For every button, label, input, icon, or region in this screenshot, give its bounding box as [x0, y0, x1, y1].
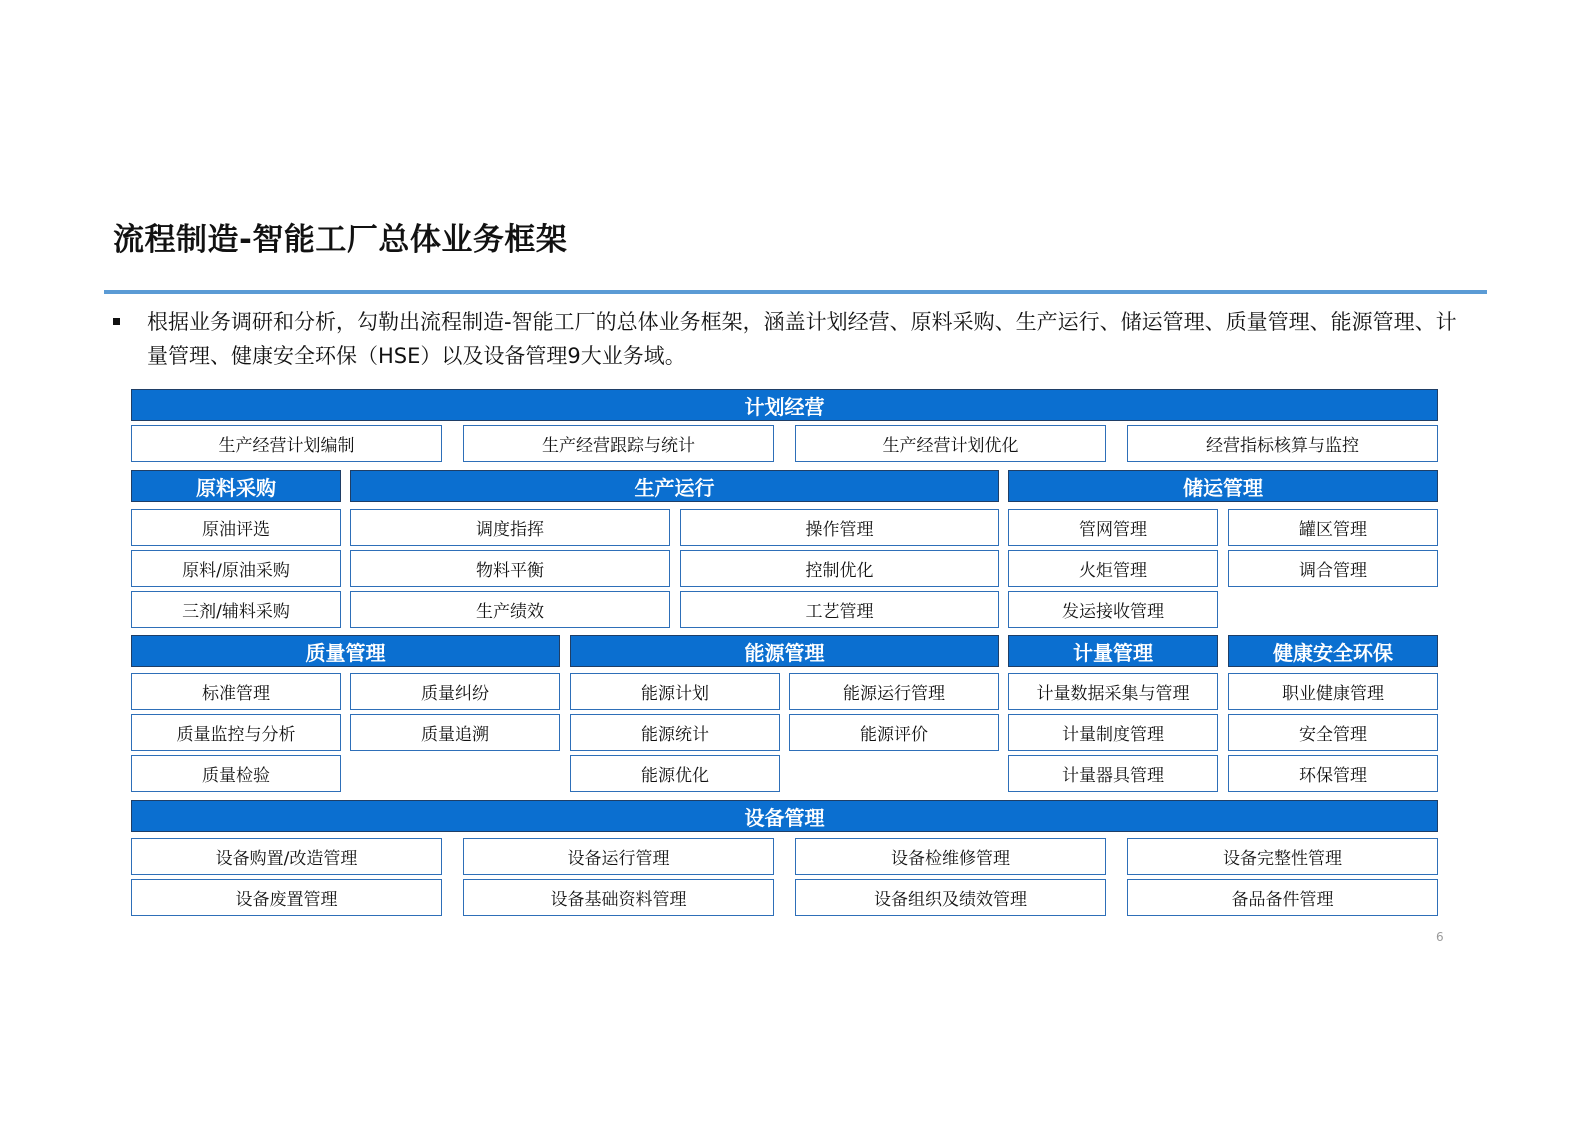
domain-header-energy: 能源管理	[570, 635, 999, 667]
item-equipment-4: 设备废置管理	[131, 879, 442, 916]
item-quality-2: 质量监控与分析	[131, 714, 341, 751]
item-prod-2: 物料平衡	[350, 550, 670, 587]
domain-header-metering: 计量管理	[1008, 635, 1218, 667]
item-equipment-5: 设备基础资料管理	[463, 879, 774, 916]
item-prod-4: 生产绩效	[350, 591, 670, 628]
item-quality-3: 质量追溯	[350, 714, 560, 751]
item-equipment-2: 设备检维修管理	[795, 838, 1106, 875]
page-title: 流程制造-智能工厂总体业务框架	[113, 222, 568, 258]
item-raw-2: 三剂/辅料采购	[131, 591, 341, 628]
item-plan-kpi: 经营指标核算与监控	[1127, 425, 1438, 462]
item-energy-1: 能源运行管理	[789, 673, 999, 710]
item-storage-3: 调合管理	[1228, 550, 1438, 587]
item-energy-4: 能源优化	[570, 755, 780, 792]
item-raw-0: 原油评选	[131, 509, 341, 546]
item-plan-compile: 生产经营计划编制	[131, 425, 442, 462]
item-energy-0: 能源计划	[570, 673, 780, 710]
item-hse-1: 安全管理	[1228, 714, 1438, 751]
item-energy-3: 能源评价	[789, 714, 999, 751]
item-plan-track: 生产经营跟踪与统计	[463, 425, 774, 462]
item-equipment-0: 设备购置/改造管理	[131, 838, 442, 875]
domain-header-hse: 健康安全环保	[1228, 635, 1438, 667]
item-equipment-1: 设备运行管理	[463, 838, 774, 875]
item-plan-optimize: 生产经营计划优化	[795, 425, 1106, 462]
item-prod-3: 控制优化	[680, 550, 999, 587]
item-quality-0: 标准管理	[131, 673, 341, 710]
item-equipment-6: 设备组织及绩效管理	[795, 879, 1106, 916]
domain-header-storage: 储运管理	[1008, 470, 1438, 502]
item-equipment-7: 备品备件管理	[1127, 879, 1438, 916]
item-quality-1: 质量纠纷	[350, 673, 560, 710]
item-raw-1: 原料/原油采购	[131, 550, 341, 587]
item-metering-0: 计量数据采集与管理	[1008, 673, 1218, 710]
item-storage-4: 发运接收管理	[1008, 591, 1218, 628]
item-energy-2: 能源统计	[570, 714, 780, 751]
item-hse-2: 环保管理	[1228, 755, 1438, 792]
item-metering-2: 计量器具管理	[1008, 755, 1218, 792]
page-number: 6	[1436, 930, 1444, 944]
item-prod-5: 工艺管理	[680, 591, 999, 628]
title-divider	[104, 290, 1487, 294]
item-metering-1: 计量制度管理	[1008, 714, 1218, 751]
item-storage-1: 罐区管理	[1228, 509, 1438, 546]
intro-paragraph: 根据业务调研和分析，勾勒出流程制造-智能工厂的总体业务框架，涵盖计划经营、原料采购、生产运行、储运管理、质量管理、能源管理、计量管理、健康安全环保（HSE）以及设备管理9大业务域。	[147, 310, 1457, 368]
item-storage-2: 火炬管理	[1008, 550, 1218, 587]
item-storage-0: 管网管理	[1008, 509, 1218, 546]
item-prod-1: 操作管理	[680, 509, 999, 546]
domain-header-quality: 质量管理	[131, 635, 560, 667]
item-quality-4: 质量检验	[131, 755, 341, 792]
item-prod-0: 调度指挥	[350, 509, 670, 546]
domain-header-raw: 原料采购	[131, 470, 341, 502]
bullet-marker	[113, 318, 120, 325]
domain-header-equipment: 设备管理	[131, 800, 1438, 832]
domain-header-prod: 生产运行	[350, 470, 999, 502]
item-hse-0: 职业健康管理	[1228, 673, 1438, 710]
item-equipment-3: 设备完整性管理	[1127, 838, 1438, 875]
domain-header-plan: 计划经营	[131, 389, 1438, 421]
